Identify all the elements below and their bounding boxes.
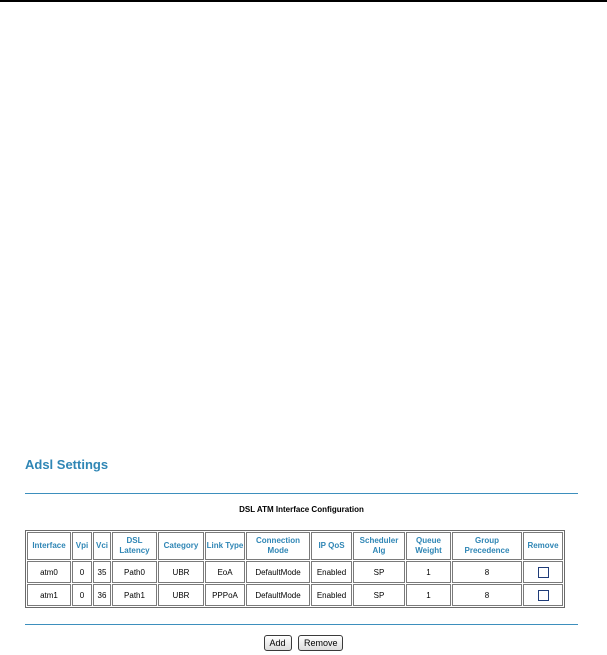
top-border <box>0 0 607 2</box>
col-header-vci: Vci <box>93 532 111 560</box>
atm-interface-table <box>25 530 565 608</box>
cell-group-precedence: 8 <box>452 561 522 583</box>
col-header-vpi: Vpi <box>72 532 92 560</box>
col-header-category: Category <box>158 532 204 560</box>
col-header-dsl-latency: DSL Latency <box>112 532 157 560</box>
cell-scheduler-alg: SP <box>353 584 405 606</box>
cell-category: UBR <box>158 584 204 606</box>
col-header-ip-qos: IP QoS <box>311 532 352 560</box>
cell-interface: atm0 <box>27 561 71 583</box>
col-header-scheduler-alg: Scheduler Alg <box>353 532 405 560</box>
cell-connection-mode: DefaultMode <box>246 584 310 606</box>
cell-vpi: 0 <box>72 584 92 606</box>
col-header-link-type: Link Type <box>205 532 245 560</box>
cell-queue-weight: 1 <box>406 584 451 606</box>
table-header-row <box>27 532 563 560</box>
add-button[interactable]: Add <box>264 635 292 651</box>
cell-ip-qos: Enabled <box>311 584 352 606</box>
cell-dsl-latency: Path0 <box>112 561 157 583</box>
cell-connection-mode: DefaultMode <box>246 561 310 583</box>
cell-vci: 36 <box>93 584 111 606</box>
cell-remove <box>523 584 563 606</box>
cell-category: UBR <box>158 561 204 583</box>
table-caption: DSL ATM Interface Configuration <box>239 505 364 514</box>
button-bar <box>0 633 607 651</box>
remove-button[interactable]: Remove <box>298 635 344 651</box>
table-row <box>27 584 563 606</box>
cell-link-type: EoA <box>205 561 245 583</box>
page-title: Adsl Settings <box>25 457 109 472</box>
cell-group-precedence: 8 <box>452 584 522 606</box>
cell-link-type: PPPoA <box>205 584 245 606</box>
cell-ip-qos: Enabled <box>311 561 352 583</box>
cell-vci: 35 <box>93 561 111 583</box>
cell-scheduler-alg: SP <box>353 561 405 583</box>
cell-queue-weight: 1 <box>406 561 451 583</box>
cell-vpi: 0 <box>72 561 92 583</box>
remove-checkbox-atm1[interactable] <box>538 590 549 601</box>
cell-remove <box>523 561 563 583</box>
cell-interface: atm1 <box>27 584 71 606</box>
table-row <box>27 561 563 583</box>
section-divider-bottom <box>25 624 578 625</box>
col-header-connection-mode: Connection Mode <box>246 532 310 560</box>
section-divider-top <box>25 493 578 494</box>
col-header-queue-weight: Queue Weight <box>406 532 451 560</box>
remove-checkbox-atm0[interactable] <box>538 567 549 578</box>
col-header-remove: Remove <box>523 532 563 560</box>
col-header-interface: Interface <box>27 532 71 560</box>
col-header-group-precedence: Group Precedence <box>452 532 522 560</box>
cell-dsl-latency: Path1 <box>112 584 157 606</box>
